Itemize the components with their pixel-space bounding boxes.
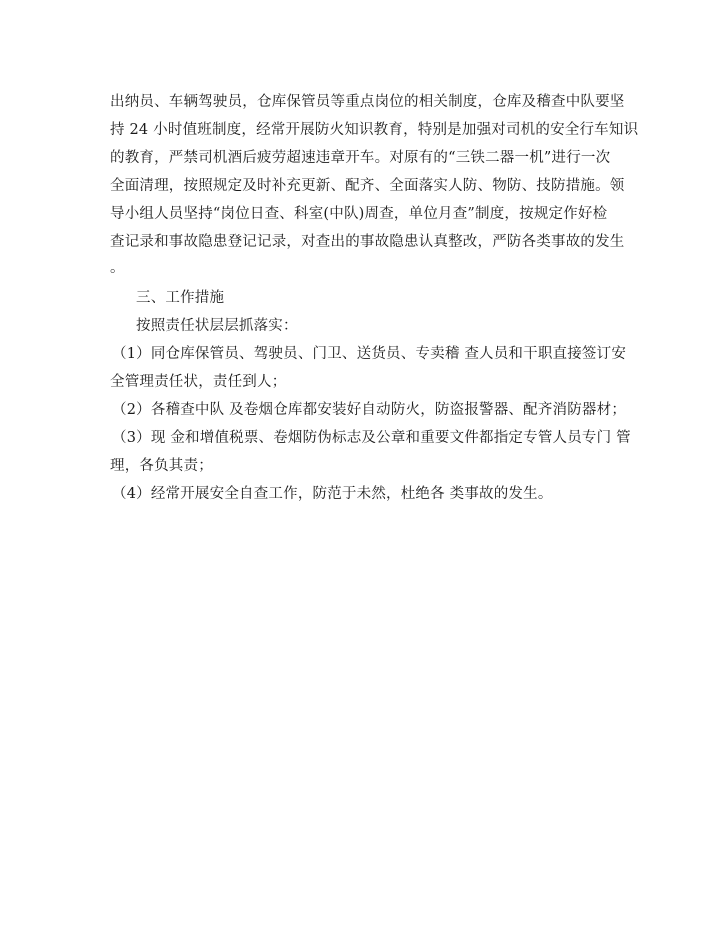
paragraph-line: 导小组人员坚持“岗位日查、科室(中队)周查，单位月查”制度，按规定作好检	[110, 206, 608, 222]
section-heading: 三、工作措施	[136, 290, 225, 306]
paragraph-line: 查记录和事故隐患登记记录，对查出的事故隐患认真整改，严防各类事故的发生	[110, 234, 625, 250]
paragraph-line: 。	[110, 260, 125, 276]
list-item: （4）经常开展安全自查工作，防范于未然，杜绝各 类事故的发生。	[112, 486, 553, 502]
list-item-continuation: 理，各负其责；	[110, 458, 213, 474]
section-intro: 按照责任状层层抓落实：	[136, 318, 298, 334]
paragraph-line: 持 24 小时值班制度，经常开展防火知识教育，特别是加强对司机的安全行车知识	[110, 122, 639, 138]
paragraph-line: 全面清理，按照规定及时补充更新、配齐、全面落实人防、物防、技防措施。领	[110, 178, 625, 194]
list-item: （2）各稽查中队 及卷烟仓库都安装好自动防火，防盗报警器、配齐消防器材；	[112, 402, 627, 418]
list-item: （1）同仓库保管员、驾驶员、门卫、送货员、专卖稽 查人员和干职直接签订安	[112, 346, 627, 362]
list-item: （3）现 金和增值税票、卷烟防伪标志及公章和重要文件都指定专管人员专门 管	[112, 430, 631, 446]
paragraph-line: 出纳员、车辆驾驶员，仓库保管员等重点岗位的相关制度，仓库及稽查中队要坚	[110, 94, 625, 110]
paragraph-line: 的教育，严禁司机酒后疲劳超速违章开车。对原有的“三铁二器一机”进行一次	[110, 150, 611, 166]
list-item-continuation: 全管理责任状，责任到人；	[110, 374, 287, 390]
